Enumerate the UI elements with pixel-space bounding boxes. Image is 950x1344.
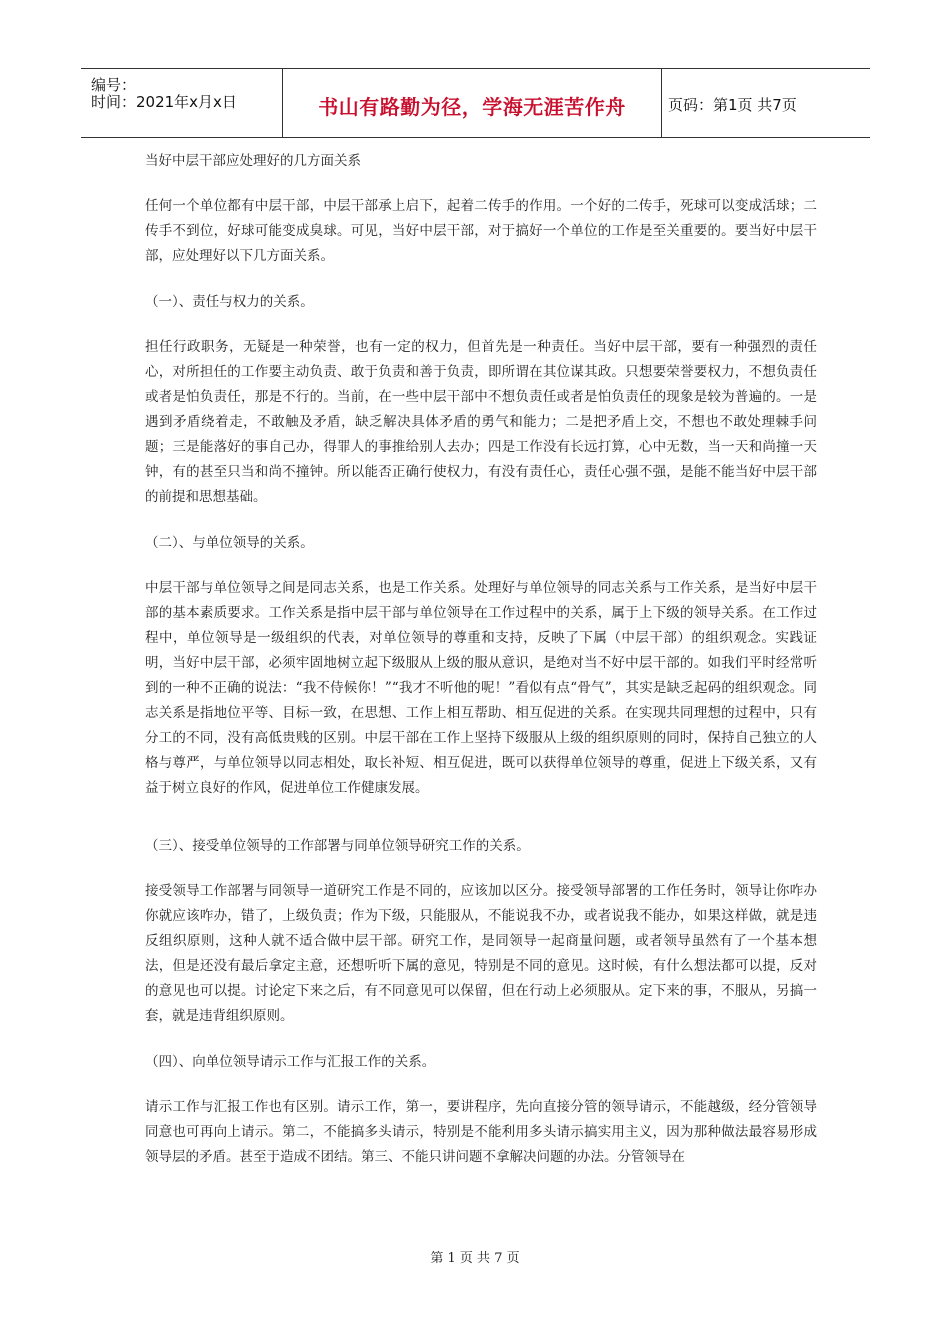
header-motto-cell	[283, 69, 662, 137]
page-info: 页码：第1页 共7页	[668, 96, 797, 114]
time-label: 时间：2021年x月x日	[91, 93, 237, 111]
section-body-4: 请示工作与汇报工作也有区别。请示工作，第一，要讲程序，先向直接分管的领导请示，不能越级，经分管领导同意也可再向上请示。第二，不能搞多头请示，特别是不能利用多头请示搞实用主义，因为那种做法最容易形成领导层的矛盾。甚至于造成不团结。第三、不能只讲问题不拿解决问题的办法。分管领导在	[145, 1099, 817, 1165]
section-body-2: 中层干部与单位领导之间是同志关系，也是工作关系。处理好与单位领导的同志关系与工作关系，是当好中层干部的基本素质要求。工作关系是指中层干部与单位领导在工作过程中的关系，属于上下级的领导关系。在工作过程中，单位领导是一级组织的代表，对单位领导的尊重和支持，反映了下属（中层干部）的组织观念。实践证明，当好中层干部，必须牢固地树立起下级服从上级的服从意识，是绝对当不好中层干部的。如我们平时经常听到的一种不正确的说法：“我不侍候你！”“我才不听他的呢！”看似有点“骨气”，其实是缺乏起码的组织观念。同志关系是指地位平等、目标一致，在思想、工作上相互帮助、相互促进的关系。在实现共同理想的过程中，只有分工的不同，没有高低贵贱的区别。中层干部在工作上坚持下级服从上级的组织原则的同时，保持自己独立的人格与尊严，与单位领导以同志相处，取长补短、相互促进，既可以获得单位领导的尊重，促进上下级关系，又有益于树立良好的作风，促进单位工作健康发展。	[145, 580, 817, 796]
section-heading-3: （三）、接受单位领导的工作部署与同单位领导研究工作的关系。	[145, 838, 530, 854]
header-page-cell	[662, 69, 870, 137]
motto-text: 书山有路勤为径，学海无涯苦作舟	[318, 95, 626, 119]
section-body-1: 担任行政职务，无疑是一种荣誉，也有一定的权力，但首先是一种责任。当好中层干部，要有一种强烈的责任心，对所担任的工作要主动负责、敢于负责和善于负责，即所谓在其位谋其政。只想要荣誉要权力，不想负责任或者是怕负责任，那是不行的。当前，在一些中层干部中不想负责任或者是怕负责任的现象是较为普遍的。一是遇到矛盾绕着走，不敢触及矛盾，缺乏解决具体矛盾的勇气和能力；二是把矛盾上交，不想也不敢处理棘手问题；三是能落好的事自己办，得罪人的事推给别人去办；四是工作没有长远打算，心中无数，当一天和尚撞一天钟，有的甚至只当和尚不撞钟。所以能否正确行使权力，有没有责任心，责任心强不强，是能不能当好中层干部的前提和思想基础。	[145, 339, 817, 505]
header-meta-cell	[81, 69, 283, 137]
document-header	[81, 68, 870, 138]
document-body	[145, 150, 817, 1192]
document-title: 当好中层干部应处理好的几方面关系	[145, 153, 361, 169]
number-label: 编号：	[91, 76, 137, 94]
intro-paragraph: 任何一个单位都有中层干部，中层干部承上启下，起着二传手的作用。一个好的二传手，死球可以变成活球；二传手不到位，好球可能变成臭球。可见，当好中层干部，对于搞好一个单位的工作是至关重要的。要当好中层干部，应处理好以下几方面关系。	[145, 198, 817, 264]
section-body-3: 接受领导工作部署与同领导一道研究工作是不同的，应该加以区分。接受领导部署的工作任务时，领导让你咋办你就应该咋办，错了，上级负责；作为下级，只能服从，不能说我不办，或者说我不能办，如果这样做，就是违反组织原则，这种人就不适合做中层干部。研究工作，是同领导一起商量问题，或者领导虽然有了一个基本想法，但是还没有最后拿定主意，还想听听下属的意见，特别是不同的意见。这时候，有什么想法都可以提，反对的意见也可以提。讨论定下来之后，有不同意见可以保留，但在行动上必须服从。定下来的事，不服从，另搞一套，就是违背组织原则。	[145, 883, 817, 1024]
section-heading-4: （四）、向单位领导请示工作与汇报工作的关系。	[145, 1054, 436, 1070]
page-footer: 第 1 页 共 7 页	[430, 1251, 520, 1266]
section-heading-2: （二）、与单位领导的关系。	[145, 535, 314, 551]
section-heading-1: （一）、责任与权力的关系。	[145, 294, 314, 310]
